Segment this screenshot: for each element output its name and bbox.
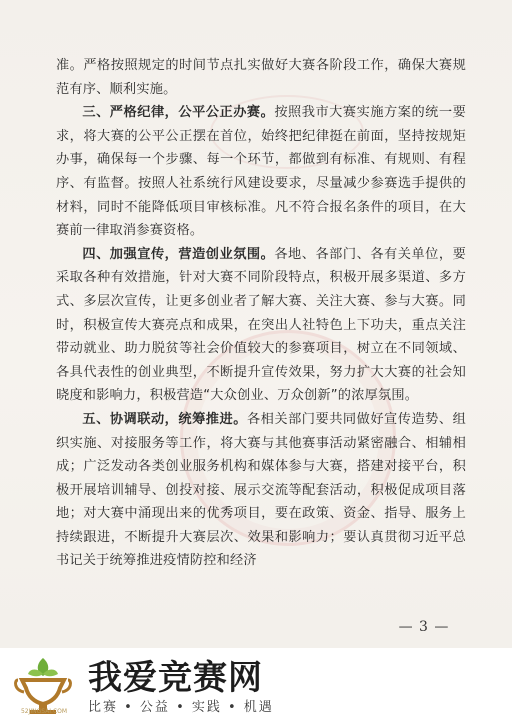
site-watermark — [0, 648, 512, 723]
paragraph-section-3 — [56, 101, 466, 243]
document-body — [56, 54, 466, 573]
page-number: — 3 — — [398, 619, 450, 635]
paragraph-text: 按照我市大赛实施方案的统一要求，将大赛的公平公正摆在首位，始终把纪律挺在前面，坚持按规矩办事，确保每一个步骤、每一个环节，都做到有标准、有规则、有程序、有监督。按照人社系统行风建设要求，尽量减少参赛选手提供的材料，同时不能降低项目审核标准。凡不符合报名条件的项目，在大赛前一律取消参赛资格。 — [56, 105, 466, 239]
watermark-url: 52JINGSAI.COM — [20, 708, 68, 715]
paragraph-section-4 — [56, 243, 466, 408]
paragraph-text: 各相关部门要共同做好宣传造势、组织实施、对接服务等工作，将大赛与其他赛事活动紧密融合、相辅相成；广泛发动各类创业服务机构和媒体参与大赛，搭建对接平台，积极开展培训辅导、创投对接、展示交流等配套活动，积极促成项目落地；对大赛中涌现出来的优秀项目，要在政策、资金、指导、服务上持续跟进，不断提升大赛层次、效果和影响力；要认真贯彻习近平总书记关于统筹推进疫情防控和经济 — [56, 411, 466, 569]
paragraph-section-5 — [56, 408, 466, 573]
watermark-title: 我爱竞赛网 — [88, 658, 263, 698]
section-heading: 五、协调联动，统筹推进。 — [82, 411, 247, 427]
watermark-slogan: 比赛 • 公益 • 实践 • 机遇 — [88, 700, 274, 715]
section-heading: 四、加强宣传，营造创业氛围。 — [82, 246, 275, 262]
paragraph-text: 准。严格按照规定的时间节点扎实做好大赛各阶段工作，确保大赛规范有序、顺利实施。 — [56, 58, 466, 97]
section-heading: 三、严格纪律，公平公正办赛。 — [82, 105, 275, 121]
paragraph-text: 各地、各部门、各有关单位，要采取各种有效措施，针对大赛不同阶段特点，积极开展多渠道、多方式、多层次宣传，让更多创业者了解大赛、关注大赛、参与大赛。同时，积极宣传大赛亮点和成果，在突出人社特色上下功夫，重点关注带动就业、助力脱贫等社会价值较大的参赛项目，树立在不同领域、各具代表性的创业典型，不断提升宣传效果，努力扩大大赛的社会知晓度和影响力，积极营造“大众创业、万众创新”的浓厚氛围。 — [56, 246, 466, 404]
paragraph-continuation — [56, 54, 466, 101]
